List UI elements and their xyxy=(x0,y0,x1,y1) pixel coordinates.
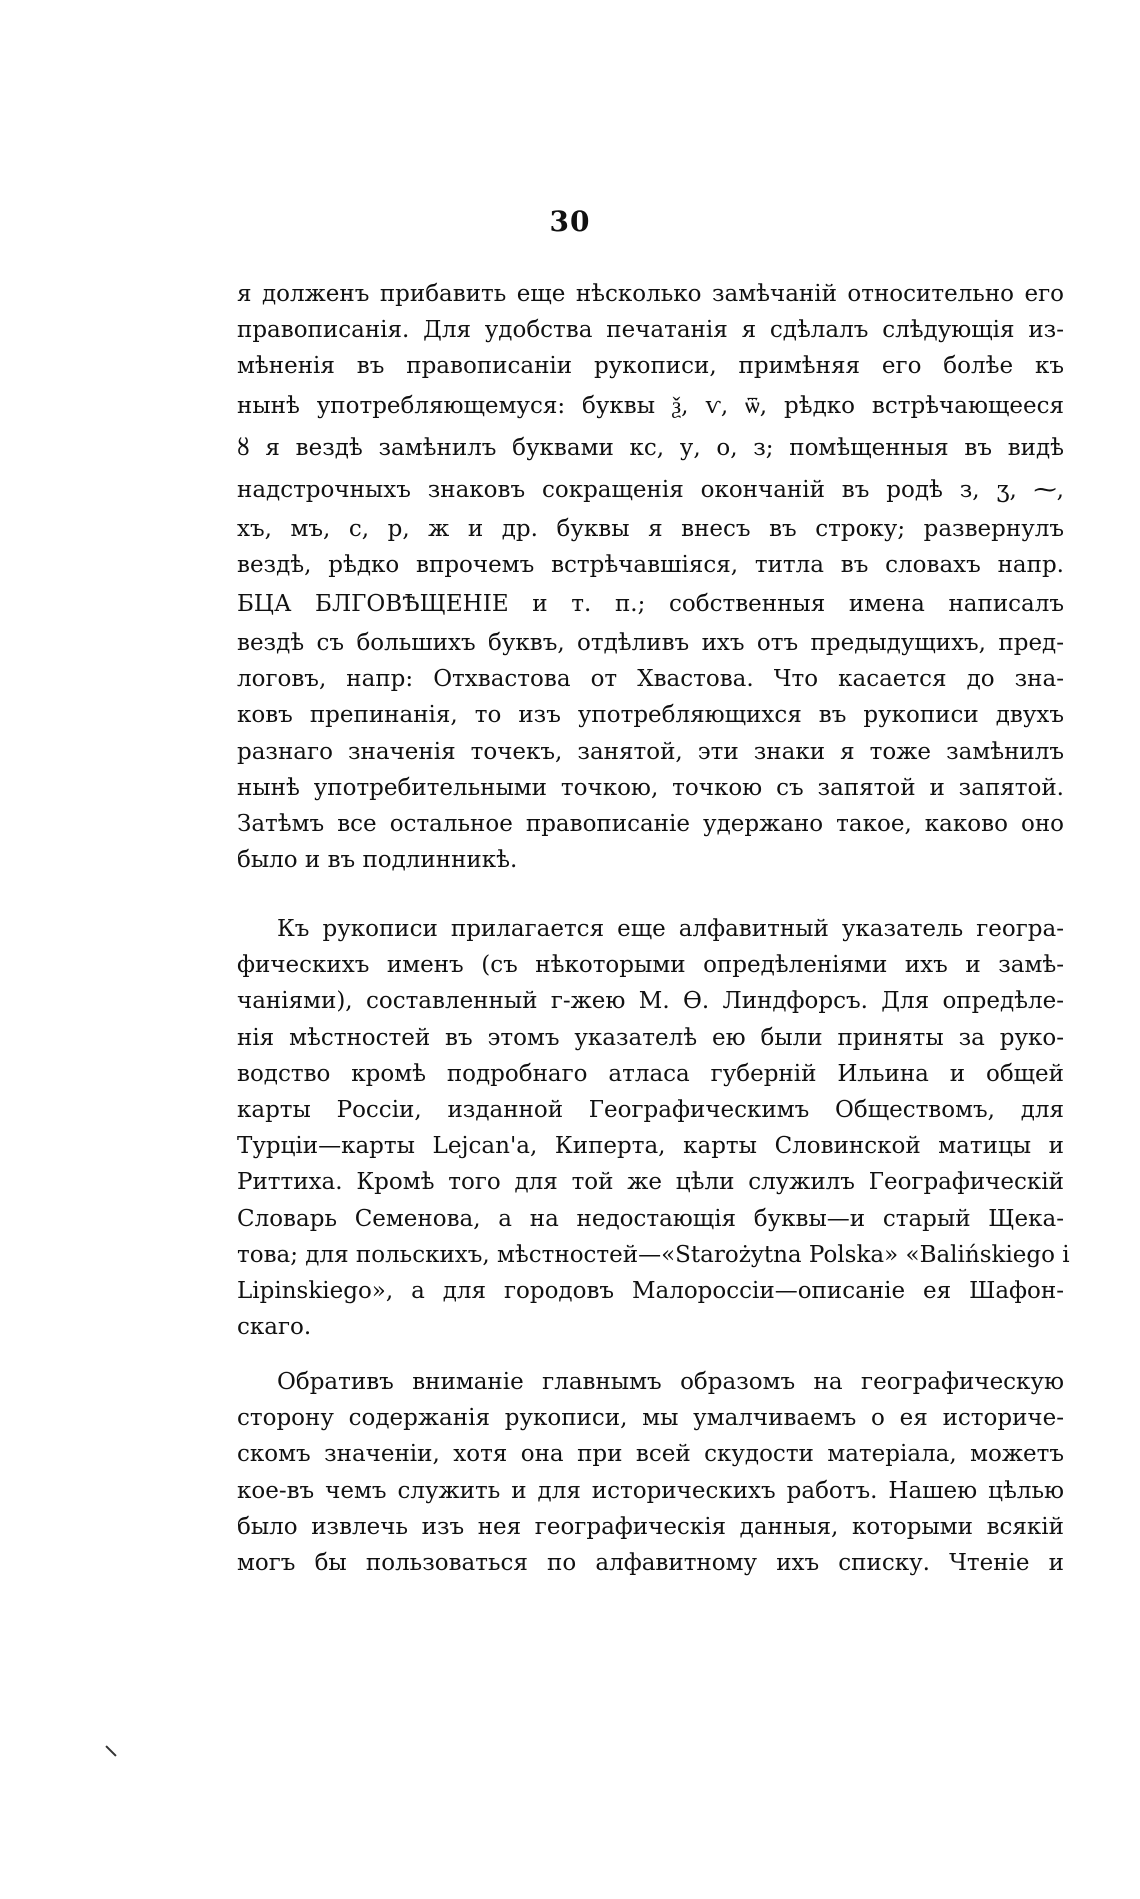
text-line: надстрочныхъ знаковъ сокращенія окончаній въ родѣ з, ʒ, ⁓, xyxy=(237,476,1064,503)
text-line: ковъ препинанія, то изъ употребляющихся въ рукописи двухъ xyxy=(237,702,1064,729)
text-line: Обративъ вниманіе главнымъ образомъ на географическую xyxy=(277,1369,1064,1395)
text-line: фическихъ именъ (съ нѣкоторыми опредѣленіями ихъ и замѣ- xyxy=(237,952,1064,979)
text-line: БЦА БЛГОВѢЩЕНІЕ и т. п.; собственныя имена написалъ xyxy=(237,590,1064,617)
text-line: Риттиха. Кромѣ того для той же цѣли служилъ Географическій xyxy=(237,1169,1064,1196)
text-line: водство кромѣ подробнаго атласа губерній Ильина и общей xyxy=(237,1060,1064,1087)
text-line: нынѣ употребительными точкою, точкою съ запятой и запятой. xyxy=(237,774,1064,801)
text-line: было извлечь изъ нея географическія данныя, которыми всякій xyxy=(237,1513,1064,1540)
text-line: нынѣ употребляющемуся: буквы ѯ, ѵ, ѿ, рѣдко встрѣчающееся xyxy=(237,392,1064,419)
text-line: мѣненія въ правописаніи рукописи, примѣняя его болѣе къ xyxy=(237,353,1064,380)
text-line: логовъ, напр: Отхвастова от Хвастова. Что касается до зна- xyxy=(237,666,1064,693)
text-line: карты Россіи, изданной Географическимъ Обществомъ, для xyxy=(237,1096,1064,1123)
paragraph-index xyxy=(237,911,1070,1345)
text-line: правописанія. Для удобства печатанія я сдѣлалъ слѣдующія из- xyxy=(237,317,1064,344)
text-line: вездѣ съ большихъ буквъ, отдѣливъ ихъ отъ предыдущихъ, пред- xyxy=(237,629,1064,656)
text-line: сторону содержанія рукописи, мы умалчиваемъ о ея историче- xyxy=(237,1405,1064,1432)
text-line: ȣ я вездѣ замѣнилъ буквами кс, у, о, з; помѣщенныя въ видѣ xyxy=(237,434,1064,461)
text-line: я долженъ прибавить еще нѣсколько замѣчаній относительно его xyxy=(237,281,1064,307)
scan-speck xyxy=(105,1745,116,1756)
text-line: Словарь Семенова, а на недостающія буквы—и старый Щека- xyxy=(237,1205,1064,1232)
text-line: нія мѣстностей въ этомъ указателѣ ею были приняты за руко- xyxy=(237,1024,1064,1051)
text-line: кое-въ чемъ служить и для историческихъ работъ. Нашею цѣлью xyxy=(237,1477,1064,1504)
text-line: чаніями), составленный г-жею М. Ѳ. Линдфорсъ. Для опредѣле- xyxy=(237,988,1064,1015)
text-line: хъ, мъ, с, р, ж и др. буквы я внесъ въ строку; развернулъ xyxy=(237,515,1064,542)
text-line: разнаго значенія точекъ, занятой, эти знаки я тоже замѣнилъ xyxy=(237,738,1064,765)
paragraph-purpose xyxy=(237,1364,1064,1581)
page-number: 30 xyxy=(549,205,591,238)
paragraph-orthography xyxy=(237,276,1064,878)
text-line: Lipinskiego», а для городовъ Малороссіи—описаніе ея Шафон- xyxy=(237,1277,1064,1304)
text-line: това; для польскихъ, мѣстностей—«Starożytna Polska» «Balińskiego i xyxy=(237,1241,1070,1268)
text-line: вездѣ, рѣдко впрочемъ встрѣчавшіяся, титла въ словахъ напр. xyxy=(237,551,1064,578)
text-line: Затѣмъ все остальное правописаніе удержано такое, каково оно xyxy=(237,810,1064,837)
text-line: скомъ значеніи, хотя она при всей скудости матеріала, можетъ xyxy=(237,1441,1064,1468)
text-line: Къ рукописи прилагается еще алфавитный указатель геогра- xyxy=(277,916,1064,942)
text-line: могъ бы пользоваться по алфавитному ихъ списку. Чтеніе и xyxy=(237,1549,1064,1576)
text-line: Турціи—карты Lejcan'a, Киперта, карты Словинской матицы и xyxy=(237,1133,1064,1160)
text-line: скаго. xyxy=(237,1314,312,1341)
text-line: было и въ подлинникѣ. xyxy=(237,847,518,874)
